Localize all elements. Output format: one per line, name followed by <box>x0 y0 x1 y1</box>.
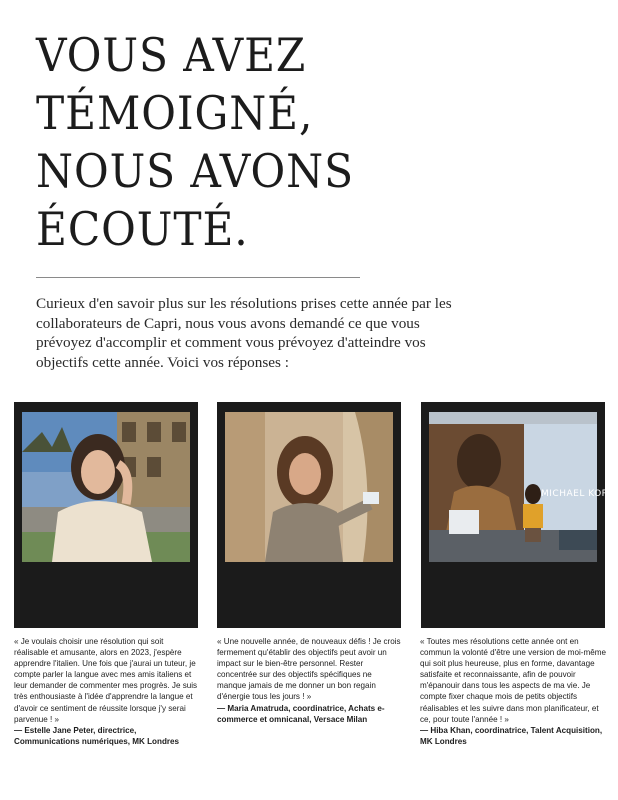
testimonial-1-author: — Estelle Jane Peter, directrice, Communications numériques, MK Londres <box>14 725 180 746</box>
testimonial-2-author: — Maria Amatruda, coordinatrice, Achats e-commerce et omnicanal, Versace Milan <box>217 703 385 724</box>
testimonial-3-quote: « Toutes mes résolutions cette année ont en commun la volonté d'être une version de moi-même qui soit plus heureuse, plus en forme, davantage satisfaite et reconnaissante, afin de pouvoir m'épanouir dans tous les aspects de ma vie. Je compte fixer chaque mois de petits objectifs réalisables et les suivre dans mon planificateur, et ce, pour toute l'année ! » <box>420 637 606 724</box>
michael-kors-sign: MICHAEL KORS <box>541 489 615 499</box>
photo-card-1 <box>14 402 198 628</box>
intro-paragraph: Curieux d'en savoir plus sur les résolutions prises cette année par les collaborateurs de Capri, nous vous avons demandé ce que vous prévoyez d'accomplir et comment vous prévoyez d'atteindre vos objectifs cette année. Voici vos réponses : <box>36 295 452 371</box>
headline-line-1: VOUS AVEZ <box>36 28 307 82</box>
headline-line-4: ÉCOUTÉ. <box>36 202 249 256</box>
photo-card-3 <box>421 402 615 628</box>
headline-line-2: TÉMOIGNÉ, <box>36 86 314 140</box>
testimonial-2-quote: « Une nouvelle année, de nouveaux défis ! Je crois fermement qu'établir des objectifs peut avoir un impact sur le bien-être personnel. Rester concentrée sur des objectifs spécifiques ne manque jamais de me donner un bon regain d'énergie tous les jours ! » <box>217 637 401 702</box>
testimonial-1 <box>14 636 200 747</box>
testimonial-1-quote: « Je voulais choisir une résolution qui soit réalisable et amusante, alors en 2023, j'espère apprendre l'italien. Une fois que j'aurai un tuteur, je compte parler la langue avec mes amis italiens et leur demander de commenter mes progrès. Je suis très enthousiaste à l'idée d'apprendre la langue et d'avoir ce sentiment de réussite lorsque j'y serai parvenue ! » <box>14 637 198 724</box>
testimonial-2 <box>217 636 403 725</box>
photo-hiba-khan <box>429 412 615 562</box>
headline <box>36 26 596 258</box>
testimonial-3-author: — Hiba Khan, coordinatrice, Talent Acquisition, MK Londres <box>420 725 603 746</box>
testimonial-3 <box>420 636 606 747</box>
photo-estelle-jane-peter <box>22 412 190 562</box>
headline-line-3: NOUS AVONS <box>36 144 355 198</box>
divider-rule <box>36 277 360 278</box>
photo-card-2 <box>217 402 401 628</box>
photo-maria-amatruda <box>225 412 393 562</box>
